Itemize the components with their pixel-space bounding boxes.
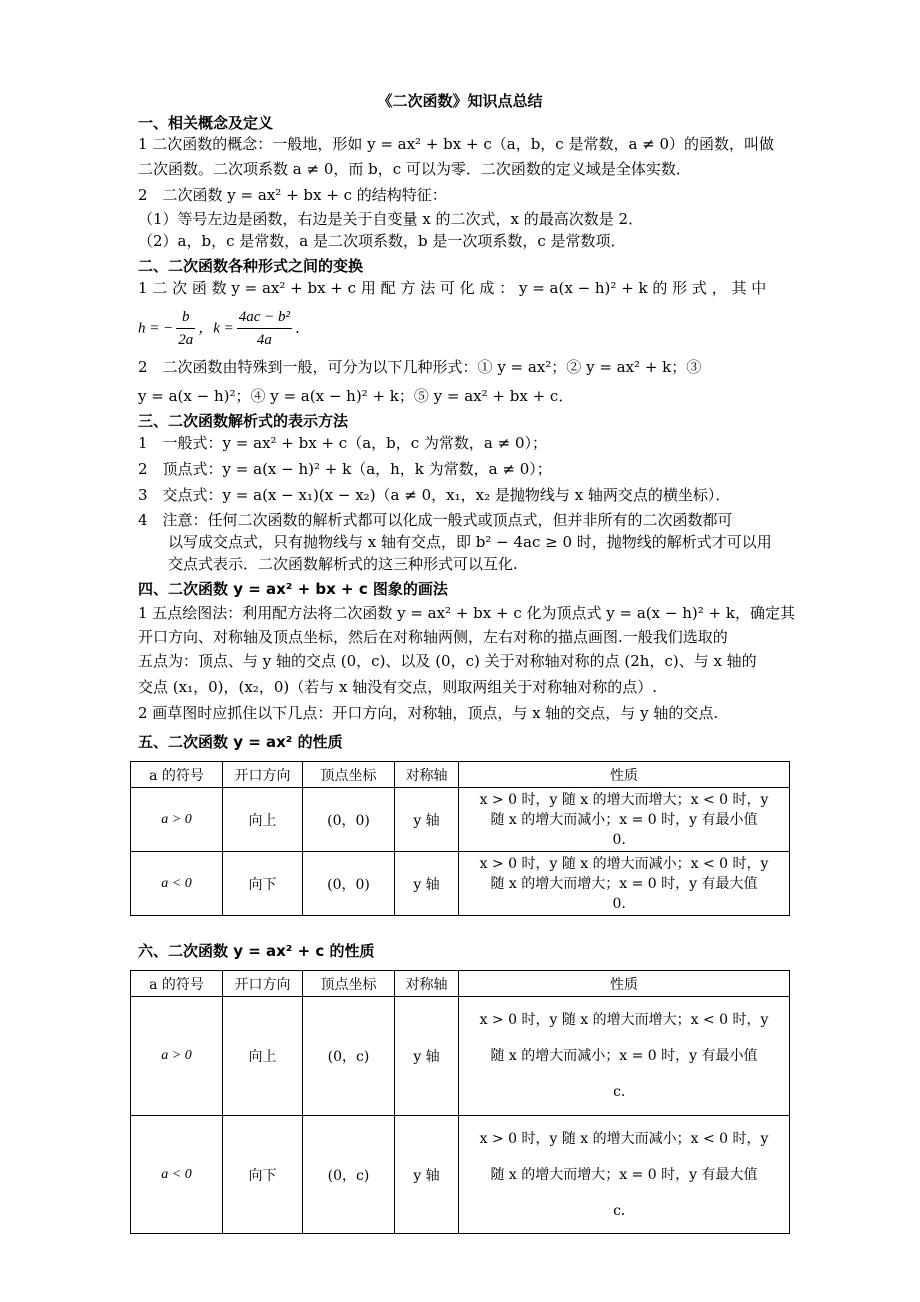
s2-line-3: 2 二次函数由特殊到一般，可分为以下几种形式：① y = ax²；② y = ax² + k；③ <box>138 358 702 376</box>
cell-sign: a < 0 <box>131 1116 223 1234</box>
property-line: 随 x 的增大而减小；x = 0 时，y 有最小值 <box>490 1048 758 1064</box>
cell-direction: 向下 <box>223 852 303 916</box>
properties-table-2 <box>130 970 790 1234</box>
header-direction: 开口方向 <box>223 971 303 997</box>
s3-line-5: 以写成交点式，只有抛物线与 x 轴有交点，即 b² − 4ac ≥ 0 时，抛物线的解析式才可以用 <box>168 533 772 551</box>
cell-sign: a > 0 <box>131 997 223 1116</box>
cell-direction: 向上 <box>223 788 303 852</box>
header-direction: 开口方向 <box>223 762 303 788</box>
s2-formula-line <box>138 306 788 351</box>
cell-property <box>459 788 790 852</box>
h-denominator: 2a <box>178 332 194 348</box>
s2-line-1: 1 二 次 函 数 y = ax² + bx + c 用 配 方 法 可 化 成 ： y = a(x − h)² + k 的 形 式 ， 其 中 <box>138 279 767 297</box>
s1-line-5: （2）a，b，c 是常数，a 是二次项系数，b 是一次项系数，c 是常数项． <box>138 232 626 250</box>
property-line: x > 0 时，y 随 x 的增大而减小；x < 0 时，y <box>479 1130 769 1147</box>
section-5-heading: 五、二次函数 y = ax² 的性质 <box>138 733 343 751</box>
cell-sign: a > 0 <box>131 788 223 852</box>
property-line: 0． <box>612 831 636 848</box>
s3-line-1: 1 一般式：y = ax² + bx + c（a，b，c 为常数，a ≠ 0）； <box>138 434 548 452</box>
header-vertex: 顶点坐标 <box>303 762 395 788</box>
header-axis: 对称轴 <box>395 971 459 997</box>
property-line: 随 x 的增大而增大；x = 0 时，y 有最大值 <box>490 1166 758 1183</box>
h-fraction <box>176 306 195 351</box>
s4-line-2: 开口方向、对称轴及顶点坐标，然后在对称轴两侧，左右对称的描点画图.一般我们选取的 <box>138 628 728 646</box>
property-line: 随 x 的增大而增大；x = 0 时，y 有最大值 <box>490 875 758 892</box>
property-line: c． <box>613 1202 635 1219</box>
header-sign: a 的符号 <box>131 971 223 997</box>
cell-sign: a < 0 <box>131 852 223 916</box>
table-row <box>131 788 790 852</box>
k-denominator: 4a <box>256 332 272 348</box>
s3-line-4: 4 注意：任何二次函数的解析式都可以化成一般式或顶点式，但并非所有的二次函数都可 <box>138 511 733 529</box>
s3-line-3: 3 交点式：y = a(x − x₁)(x − x₂)（a ≠ 0，x₁，x₂ 是抛物线与 x 轴两交点的横坐标）． <box>138 486 731 504</box>
section-1-heading: 一、相关概念及定义 <box>138 114 274 132</box>
cell-direction: 向下 <box>223 1116 303 1234</box>
cell-axis: y 轴 <box>395 1116 459 1234</box>
s4-line-1: 1 五点绘图法：利用配方法将二次函数 y = ax² + bx + c 化为顶点式 y = a(x − h)² + k，确定其 <box>138 604 795 622</box>
cell-vertex: (0，0) <box>303 788 395 852</box>
table-row <box>131 997 790 1116</box>
k-lhs: ，k = <box>198 320 234 337</box>
cell-direction: 向上 <box>223 997 303 1116</box>
properties-table-1 <box>130 761 790 916</box>
section-4-heading: 四、二次函数 y = ax² + bx + c 图象的画法 <box>138 580 448 598</box>
s3-line-6: 交点式表示．二次函数解析式的这三种形式可以互化. <box>168 555 518 573</box>
cell-property <box>459 997 790 1116</box>
h-numerator: b <box>176 306 195 329</box>
table-row <box>131 1116 790 1234</box>
cell-vertex: (0，c) <box>303 1116 395 1234</box>
header-vertex: 顶点坐标 <box>303 971 395 997</box>
cell-property <box>459 1116 790 1234</box>
property-line: 随 x 的增大而减小；x = 0 时，y 有最小值 <box>490 811 758 828</box>
cell-axis: y 轴 <box>395 852 459 916</box>
cell-axis: y 轴 <box>395 997 459 1116</box>
header-axis: 对称轴 <box>395 762 459 788</box>
property-line: x > 0 时，y 随 x 的增大而增大；x < 0 时，y <box>479 1012 769 1028</box>
table-header-row <box>131 762 790 788</box>
s3-line-2: 2 顶点式：y = a(x − h)² + k（a，h，k 为常数，a ≠ 0）； <box>138 460 552 478</box>
cell-axis: y 轴 <box>395 788 459 852</box>
k-fraction <box>237 306 292 351</box>
property-line: x > 0 时，y 随 x 的增大而减小；x < 0 时，y <box>479 855 769 872</box>
section-3-heading: 三、二次函数解析式的表示方法 <box>138 412 349 430</box>
property-line: x > 0 时，y 随 x 的增大而增大；x < 0 时，y <box>479 791 769 808</box>
cell-vertex: (0，0) <box>303 852 395 916</box>
property-line: c． <box>613 1084 635 1100</box>
s1-line-3: 2 二次函数 y = ax² + bx + c 的结构特征： <box>138 186 447 204</box>
h-lhs: h = − <box>138 320 174 337</box>
header-property: 性质 <box>459 971 790 997</box>
cell-property <box>459 852 790 916</box>
k-numerator: 4ac − b² <box>237 306 292 329</box>
section-6-heading: 六、二次函数 y = ax² + c 的性质 <box>138 942 375 960</box>
table-row <box>131 852 790 916</box>
s2-line-4: y = a(x − h)²；④ y = a(x − h)² + k；⑤ y = ax² + bx + c． <box>138 387 574 405</box>
header-property: 性质 <box>459 762 790 788</box>
s1-line-2: 二次函数。二次项系数 a ≠ 0，而 b，c 可以为零．二次函数的定义域是全体实数． <box>138 160 691 178</box>
section-2-heading: 二、二次函数各种形式之间的变换 <box>138 257 364 275</box>
s1-line-1: 1 二次函数的概念：一般地，形如 y = ax² + bx + c（a，b，c 是常数，a ≠ 0）的函数，叫做 <box>138 135 775 153</box>
s4-line-3: 五点为：顶点、与 y 轴的交点 (0，c)、以及 (0，c) 关于对称轴对称的点 (2h，c)、与 x 轴的 <box>138 652 757 670</box>
table-header-row <box>131 971 790 997</box>
cell-vertex: (0，c) <box>303 997 395 1116</box>
s4-line-4: 交点 (x₁，0)，(x₂，0)（若与 x 轴没有交点，则取两组关于对称轴对称的点）. <box>138 678 657 696</box>
s4-line-5: 2 画草图时应抓住以下几点：开口方向，对称轴，顶点，与 x 轴的交点，与 y 轴的交点. <box>138 704 719 722</box>
property-line: 0． <box>612 895 636 912</box>
header-sign: a 的符号 <box>131 762 223 788</box>
s1-line-4: （1）等号左边是函数，右边是关于自变量 x 的二次式，x 的最高次数是 2． <box>138 210 644 228</box>
formula-end-dot: ． <box>295 318 311 337</box>
page-title: 《二次函数》知识点总结 <box>377 92 543 110</box>
